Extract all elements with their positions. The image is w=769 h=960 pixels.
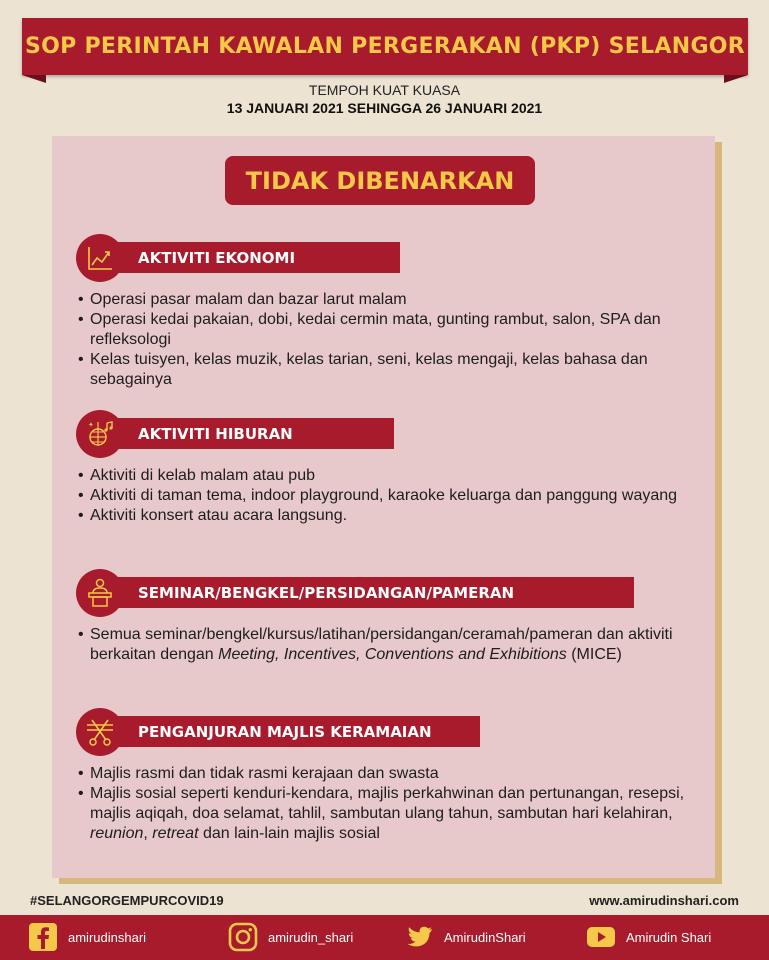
page-title: SOP PERINTAH KAWALAN PERGERAKAN (PKP) SELANGOR	[24, 34, 746, 59]
section-header	[76, 234, 698, 282]
social-label: amirudinshari	[68, 929, 147, 945]
podium-speaker-icon	[76, 569, 124, 617]
list-item: • Operasi pasar malam dan bazar larut malam	[78, 290, 698, 310]
social-label: amirudin_shari	[268, 929, 354, 945]
item-text: Semua seminar/bengkel/kursus/latihan/persidangan/ceramah/pameran dan aktiviti berkaitan dengan	[90, 626, 673, 663]
facebook-icon	[28, 922, 58, 952]
section-items	[78, 290, 698, 390]
list-item: • Kelas tuisyen, kelas muzik, kelas tarian, seni, kelas mengaji, kelas bahasa dan sebagainya	[78, 350, 698, 390]
twitter-icon	[404, 922, 434, 952]
list-item: • Majlis rasmi dan tidak rasmi kerajaan dan swasta	[78, 764, 698, 784]
section-items	[78, 625, 698, 665]
social-instagram[interactable]	[228, 922, 353, 952]
section-gatherings	[76, 708, 698, 844]
list-item: • Aktiviti di kelab malam atau pub	[78, 466, 698, 486]
item-text: Majlis sosial seperti kenduri-kendara, majlis perkahwinan dan pertunangan, resepsi, majlis aqiqah, doa selamat, tahlil, sambutan ulang tahun, sambutan hari kelahiran,	[90, 785, 685, 822]
item-text: ,	[143, 825, 153, 842]
section-items	[78, 764, 698, 844]
social-label: Amirudin Shari	[626, 929, 712, 945]
website-link[interactable]: www.amirudinshari.com	[589, 893, 739, 908]
section-title: AKTIVITI HIBURAN	[138, 424, 293, 443]
chart-line-icon	[76, 234, 124, 282]
item-text: dan lain-lain majlis sosial	[198, 825, 380, 842]
list-item	[78, 784, 698, 844]
social-youtube[interactable]	[586, 922, 711, 952]
not-allowed-label: TIDAK DIBENARKAN	[245, 166, 515, 195]
youtube-icon	[586, 922, 616, 952]
section-title-bar	[110, 716, 480, 747]
section-title-bar	[110, 577, 634, 608]
item-text: (MICE)	[566, 646, 622, 663]
instagram-icon	[228, 922, 258, 952]
section-entertainment	[76, 410, 698, 526]
svg-text:✦: ✦	[88, 421, 94, 429]
item-text-italic: Meeting, Incentives, Conventions and Exhibitions	[218, 646, 567, 663]
list-item: • Aktiviti konsert atau acara langsung.	[78, 506, 698, 526]
section-header	[76, 410, 698, 458]
section-header	[76, 708, 698, 756]
list-item: • Operasi kedai pakaian, dobi, kedai cermin mata, gunting rambut, salon, SPA dan refleksologi	[78, 310, 698, 350]
section-title: SEMINAR/BENGKEL/PERSIDANGAN/PAMERAN	[138, 583, 515, 602]
disco-ball-icon	[76, 410, 124, 458]
social-bar	[0, 915, 769, 960]
hashtag: #SELANGORGEMPURCOVID19	[30, 893, 224, 908]
section-seminar	[76, 569, 698, 665]
section-title: PENGANJURAN MAJLIS KERAMAIAN	[138, 722, 432, 741]
item-text-italic: retreat	[152, 825, 199, 842]
social-twitter[interactable]	[404, 922, 526, 952]
social-facebook[interactable]	[28, 922, 146, 952]
list-item: • Aktiviti di taman tema, indoor playground, karaoke keluarga dan panggung wayang	[78, 486, 698, 506]
item-text-italic: reunion	[90, 825, 144, 842]
section-economy	[76, 234, 698, 390]
section-header	[76, 569, 698, 617]
period-dates: 13 JANUARI 2021 SEHINGGA 26 JANUARI 2021	[226, 100, 543, 116]
section-title: AKTIVITI EKONOMI	[138, 248, 296, 267]
section-title-bar	[110, 418, 394, 449]
section-items	[78, 466, 698, 526]
period-label: TEMPOH KUAT KUASA	[308, 82, 461, 98]
not-allowed-badge	[225, 156, 535, 205]
section-title-bar	[110, 242, 400, 273]
title-banner	[22, 18, 748, 75]
social-label: AmirudinShari	[444, 929, 526, 945]
ribbon-scissors-icon	[76, 708, 124, 756]
list-item	[78, 625, 698, 665]
